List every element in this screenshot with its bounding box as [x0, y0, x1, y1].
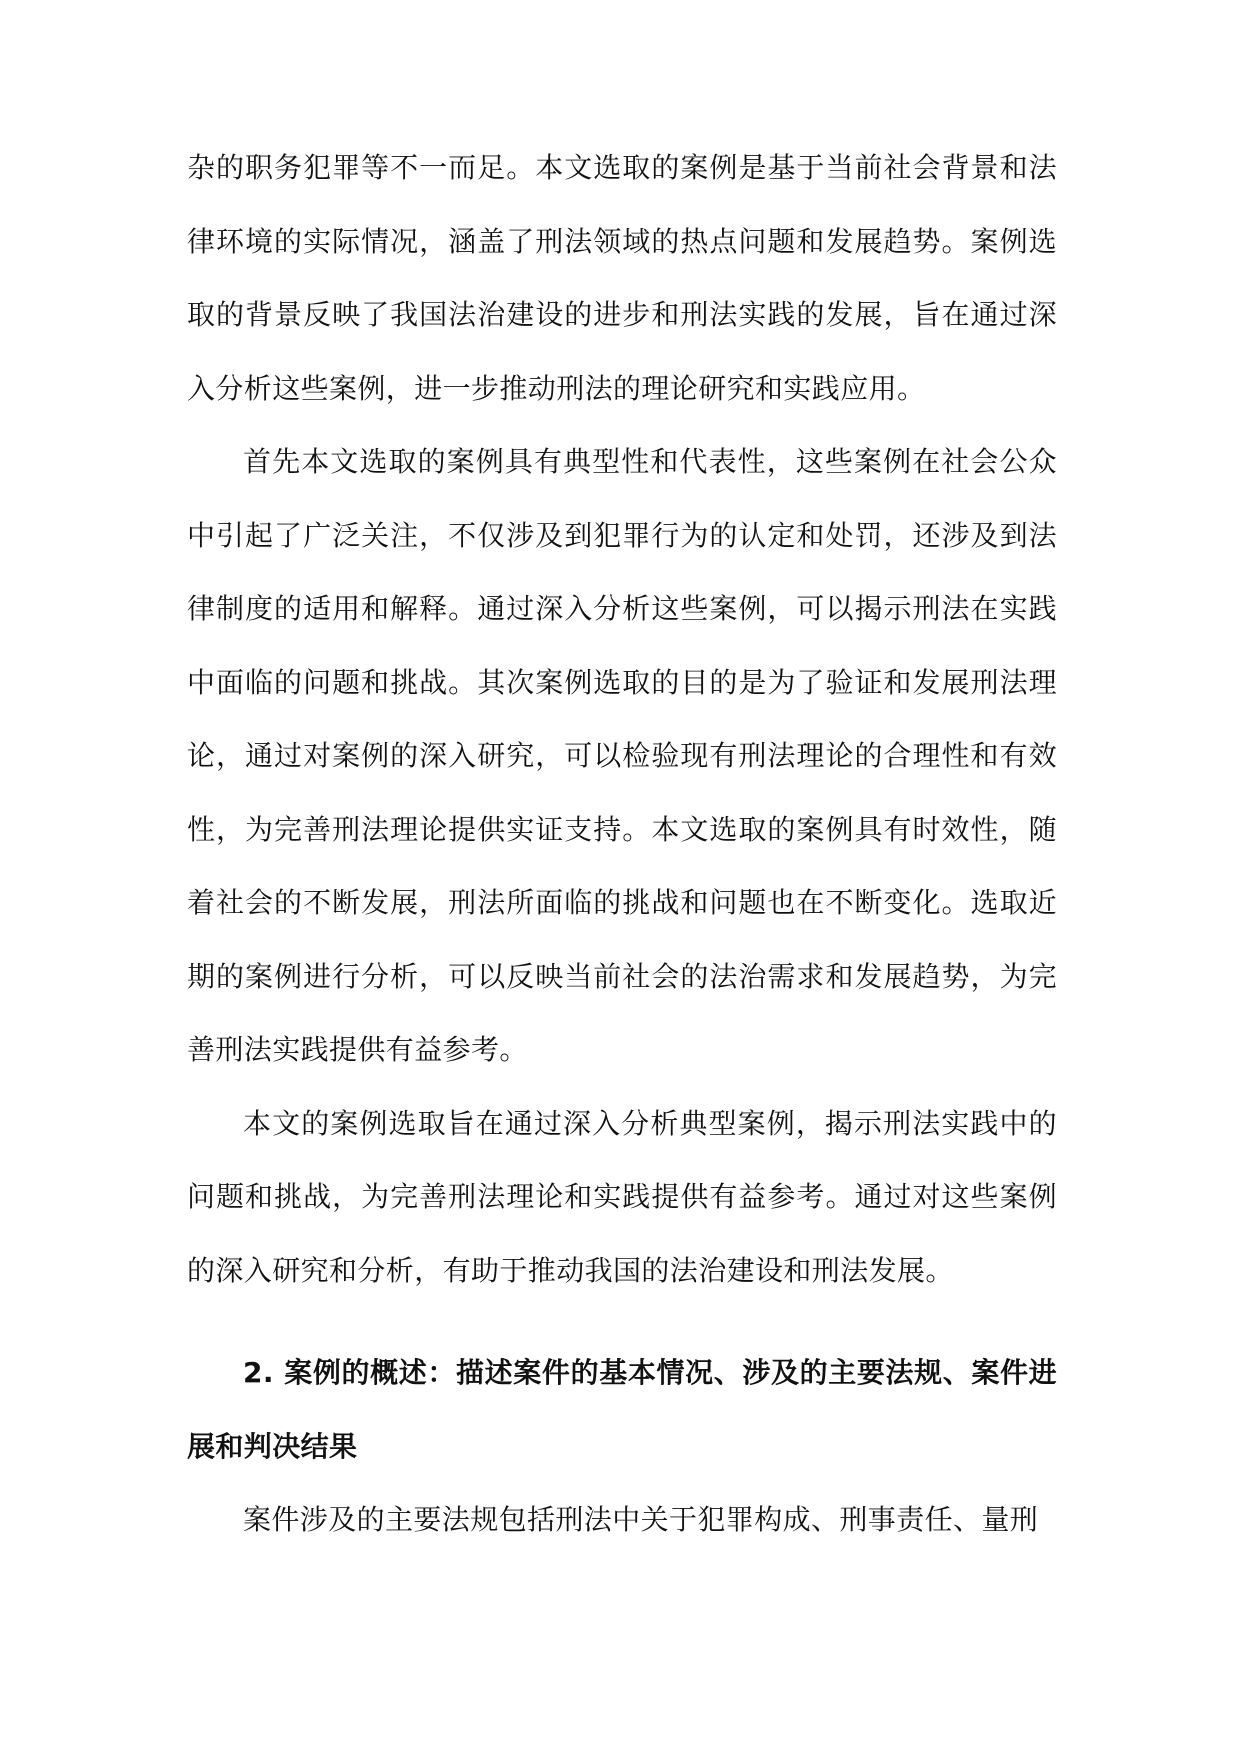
paragraph-main-regulations: 案件涉及的主要法规包括刑法中关于犯罪构成、刑事责任、量刑: [243, 1503, 1039, 1536]
paragraph-case-selection-reasons: 首先本文选取的案例具有典型性和代表性，这些案例在社会公众中引起了广泛关注，不仅涉及到犯罪行为的认定和处罚，还涉及到法律制度的适用和解释。通过深入分析这些案例，可以揭示刑法在实践中面临的问题和挑战。其次案例选取的目的是为了验证和发展刑法理论，通过对案例的深入研究，可以检验现有刑法理论的合理性和有效性，为完善刑法理论提供实证支持。本文选取的案例具有时效性，随着社会的不断发展，刑法所面临的挑战和问题也在不断变化。选取近期的案例进行分析，可以反映当前社会的法治需求和发展趋势，为完善刑法实践提供有益参考。: [187, 445, 1057, 1066]
section-heading: 2. 案例的概述：描述案件的基本情况、涉及的主要法规、案件进展和判决结果: [187, 1356, 1057, 1463]
paragraph-continuation: 杂的职务犯罪等不一而足。本文选取的案例是基于当前社会背景和法律环境的实际情况，涵盖了刑法领域的热点问题和发展趋势。案例选取的背景反映了我国法治建设的进步和刑法实践的发展，旨在通过深入分析这些案例，进一步推动刑法的理论研究和实践应用。: [187, 151, 1057, 405]
document-body: [187, 131, 1057, 1557]
paragraph-case-selection-summary: 本文的案例选取旨在通过深入分析典型案例，揭示刑法实践中的问题和挑战，为完善刑法理论和实践提供有益参考。通过对这些案例的深入研究和分析，有助于推动我国的法治建设和刑法发展。: [187, 1106, 1057, 1287]
